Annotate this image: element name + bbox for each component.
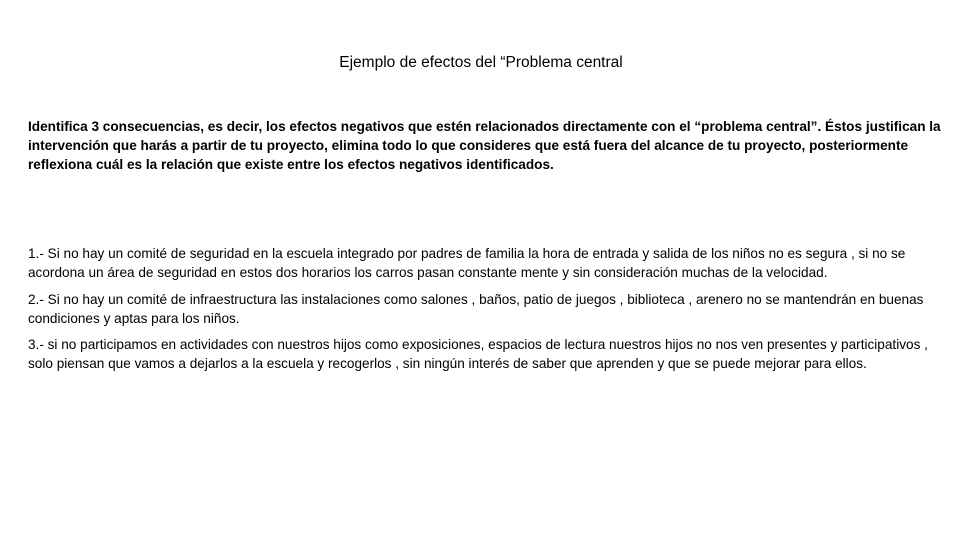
effects-list: [28, 244, 948, 381]
slide-title: Ejemplo de efectos del “Problema central: [339, 54, 623, 71]
effect-item-1: 1.- Si no hay un comité de seguridad en la escuela integrado por padres de familia la hora de entrada y salida de los niños no es segura , si no se acordona un área de seguridad en estos dos horarios los carros pasan constante mente y sin consideración muchas de la velocidad.: [28, 246, 906, 281]
effect-item-3: 3.- si no participamos en actividades con nuestros hijos como exposiciones, espacios de lectura nuestros hijos no nos ven presentes y participativos , solo piensan que vamos a dejarlos a la escuela y recogerlos , sin ningún interés de saber que aprenden y que se puede mejorar para ellos.: [28, 337, 928, 372]
instructions-paragraph: Identifica 3 consecuencias, es decir, los efectos negativos que estén relacionados directamente con el “problema central”. Éstos justifican la intervención que harás a partir de tu proyecto, elimina todo lo que consideres que está fuera del alcance de tu proyecto, posteriormente reflexiona cuál es la relación que existe entre los efectos negativos identificados.: [28, 119, 941, 172]
effect-item-2: 2.- Si no hay un comité de infraestructura las instalaciones como salones , baños, patio de juegos , biblioteca , arenero no se mantendrán en buenas condiciones y aptas para los niños.: [28, 291, 924, 326]
